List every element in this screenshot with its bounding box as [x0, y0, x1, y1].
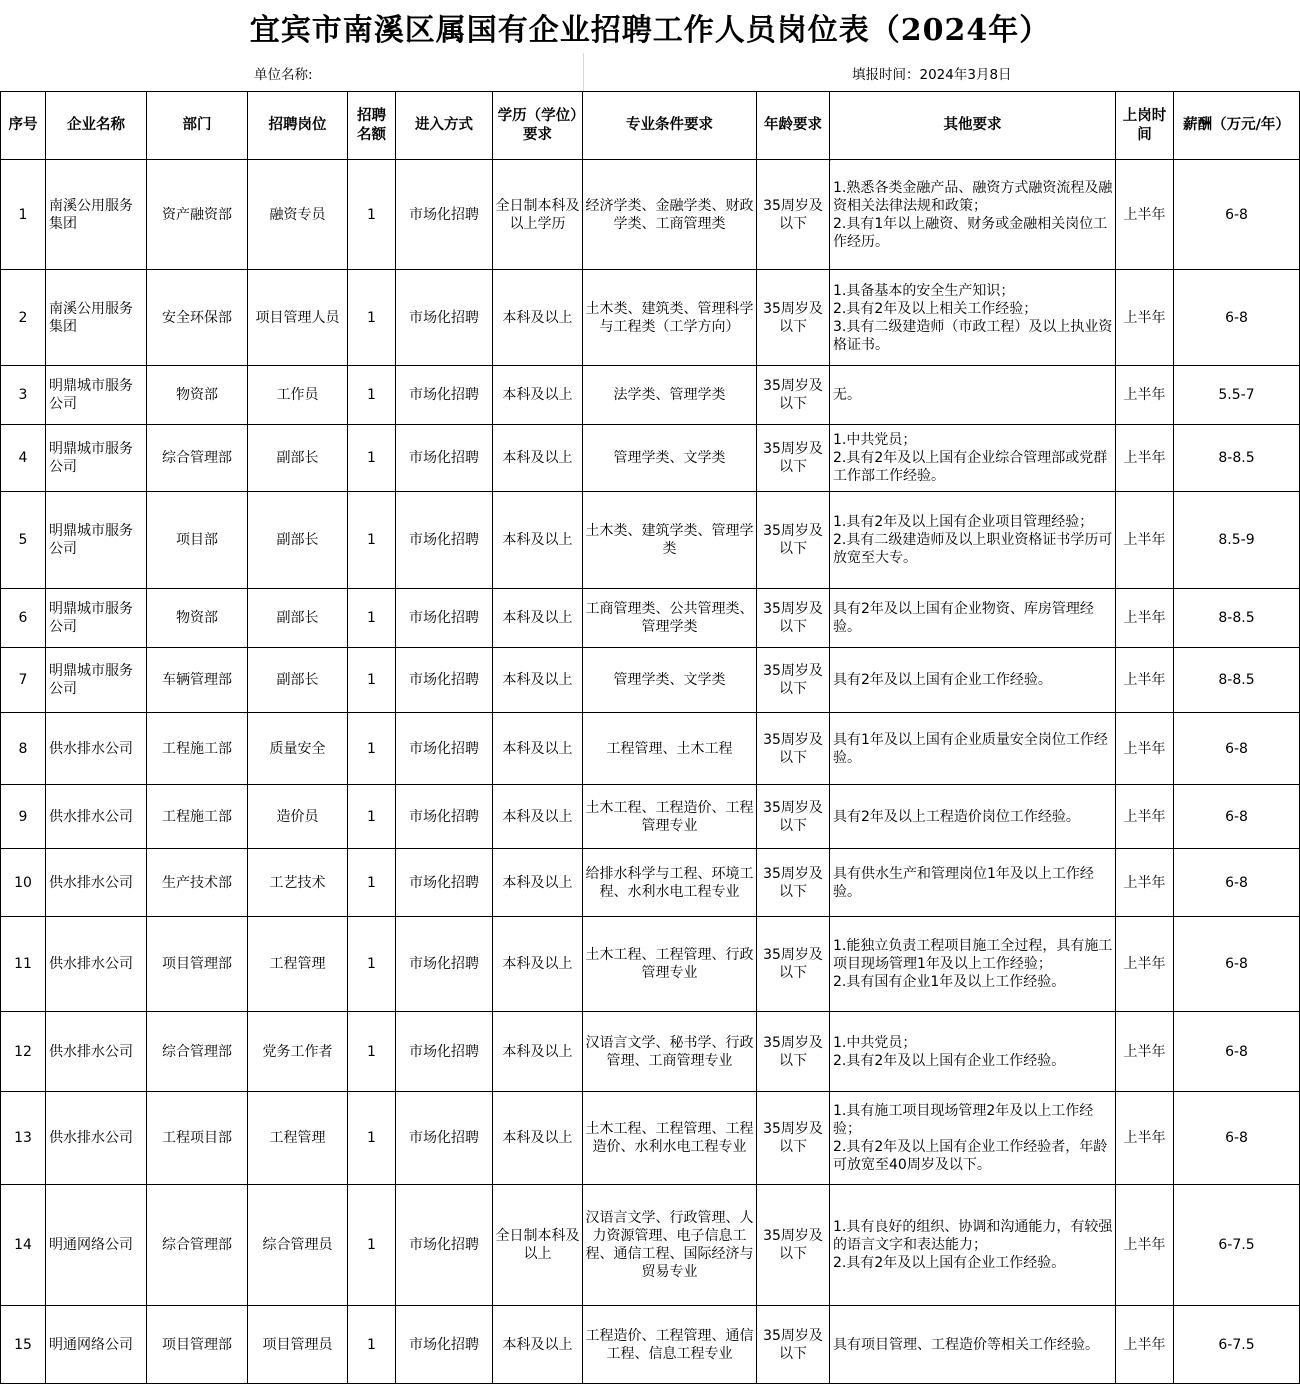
cell-edu: 本科及以上 — [493, 1012, 583, 1092]
cell-dept: 综合管理部 — [147, 1185, 248, 1306]
cell-method: 市场化招聘 — [396, 785, 493, 849]
cell-quota: 1 — [348, 270, 396, 366]
other-requirement-line: 1.中共党员； — [833, 1034, 917, 1051]
cell-dept: 工程施工部 — [147, 785, 248, 849]
cell-company: 供水排水公司 — [46, 1012, 147, 1092]
cell-age: 35周岁及以下 — [757, 366, 830, 425]
cell-age: 35周岁及以下 — [757, 270, 830, 366]
cell-company: 明鼎城市服务公司 — [46, 589, 147, 648]
cell-age: 35周岁及以下 — [757, 917, 830, 1012]
cell-quota: 1 — [348, 1185, 396, 1306]
cell-major: 工商管理类、公共管理类、管理学类 — [583, 589, 757, 648]
header-edu: 学历（学位）要求 — [493, 92, 583, 160]
cell-post: 项目管理员 — [248, 1306, 348, 1384]
header-quota: 招聘名额 — [348, 92, 396, 160]
other-requirement-line: 2.具有2年及以上国有企业工作经验者，年龄可放宽至40周岁及以下。 — [833, 1139, 1108, 1173]
cell-dept: 资产融资部 — [147, 160, 248, 270]
cell-age: 35周岁及以下 — [757, 1306, 830, 1384]
cell-start: 上半年 — [1116, 589, 1174, 648]
divider — [583, 53, 584, 91]
cell-edu: 本科及以上 — [493, 1092, 583, 1185]
other-requirement-line: 无。 — [833, 387, 861, 403]
cell-seq: 13 — [1, 1092, 46, 1185]
cell-company: 明通网络公司 — [46, 1306, 147, 1384]
cell-post: 项目管理人员 — [248, 270, 348, 366]
cell-seq: 12 — [1, 1012, 46, 1092]
cell-quota: 1 — [348, 366, 396, 425]
cell-company: 明鼎城市服务公司 — [46, 492, 147, 589]
cell-company: 明鼎城市服务公司 — [46, 425, 147, 492]
cell-seq: 3 — [1, 366, 46, 425]
cell-start: 上半年 — [1116, 785, 1174, 849]
cell-quota: 1 — [348, 785, 396, 849]
cell-salary: 6-8 — [1174, 713, 1300, 785]
cell-salary: 6-8 — [1174, 160, 1300, 270]
other-requirement-line: 2.具有1年以上融资、财务或金融相关岗位工作经历。 — [833, 215, 1108, 250]
other-requirement-line: 1.具有良好的组织、协调和沟通能力，有较强的语言文字和表达能力； — [833, 1219, 1113, 1253]
cell-dept: 综合管理部 — [147, 1012, 248, 1092]
other-requirement-line: 1.中共党员； — [833, 432, 917, 448]
cell-other — [830, 589, 1116, 648]
cell-age: 35周岁及以下 — [757, 425, 830, 492]
cell-major: 管理学类、文学类 — [583, 648, 757, 713]
cell-company: 供水排水公司 — [46, 849, 147, 917]
other-requirement-line: 具有2年及以上工程造价岗位工作经验。 — [833, 808, 1080, 825]
cell-company: 南溪公用服务集团 — [46, 270, 147, 366]
cell-method: 市场化招聘 — [396, 849, 493, 917]
cell-other — [830, 849, 1116, 917]
table-row — [1, 1012, 1300, 1092]
cell-dept: 综合管理部 — [147, 425, 248, 492]
cell-salary: 6-8 — [1174, 849, 1300, 917]
cell-quota: 1 — [348, 1012, 396, 1092]
cell-major: 经济学类、金融学类、财政学类、工商管理类 — [583, 160, 757, 270]
cell-start: 上半年 — [1116, 1185, 1174, 1306]
cell-start: 上半年 — [1116, 1306, 1174, 1384]
table-row — [1, 648, 1300, 713]
cell-other — [830, 270, 1116, 366]
table-row — [1, 270, 1300, 366]
cell-company: 明通网络公司 — [46, 1185, 147, 1306]
cell-dept: 物资部 — [147, 589, 248, 648]
header-dept: 部门 — [147, 92, 248, 160]
cell-post: 党务工作者 — [248, 1012, 348, 1092]
cell-company: 南溪公用服务集团 — [46, 160, 147, 270]
cell-seq: 8 — [1, 713, 46, 785]
cell-age: 35周岁及以下 — [757, 785, 830, 849]
table-row — [1, 785, 1300, 849]
cell-start: 上半年 — [1116, 917, 1174, 1012]
cell-seq: 2 — [1, 270, 46, 366]
table-row — [1, 1092, 1300, 1185]
cell-company: 供水排水公司 — [46, 713, 147, 785]
cell-salary: 6-8 — [1174, 1012, 1300, 1092]
cell-post: 副部长 — [248, 492, 348, 589]
other-requirement-line: 1.具备基本的安全生产知识； — [833, 282, 1015, 299]
header-seq: 序号 — [1, 92, 46, 160]
other-requirement-line: 具有供水生产和管理岗位1年及以上工作经验。 — [833, 865, 1094, 900]
cell-post: 工作员 — [248, 366, 348, 425]
cell-start: 上半年 — [1116, 648, 1174, 713]
cell-company: 明鼎城市服务公司 — [46, 648, 147, 713]
header-age: 年龄要求 — [757, 92, 830, 160]
cell-edu: 本科及以上 — [493, 270, 583, 366]
cell-dept: 项目管理部 — [147, 1306, 248, 1384]
cell-major: 汉语言文学、行政管理、人力资源管理、电子信息工程、通信工程、国际经济与贸易专业 — [583, 1185, 757, 1306]
cell-edu: 本科及以上 — [493, 492, 583, 589]
other-requirement-line: 3.具有二级建造师（市政工程）及以上执业资格证书。 — [833, 318, 1113, 353]
cell-major: 土木类、建筑类、管理科学与工程类（工学方向） — [583, 270, 757, 366]
cell-edu: 本科及以上 — [493, 589, 583, 648]
header-major: 专业条件要求 — [583, 92, 757, 160]
cell-major: 法学类、管理学类 — [583, 366, 757, 425]
cell-post: 副部长 — [248, 648, 348, 713]
cell-salary: 6-8 — [1174, 270, 1300, 366]
cell-start: 上半年 — [1116, 713, 1174, 785]
cell-major: 管理学类、文学类 — [583, 425, 757, 492]
cell-age: 35周岁及以下 — [757, 713, 830, 785]
cell-age: 35周岁及以下 — [757, 492, 830, 589]
other-requirement-line: 2.具有2年及以上国有企业工作经验。 — [833, 1255, 1066, 1271]
cell-other — [830, 1306, 1116, 1384]
cell-seq: 11 — [1, 917, 46, 1012]
cell-salary: 6-7.5 — [1174, 1185, 1300, 1306]
cell-age: 35周岁及以下 — [757, 1185, 830, 1306]
cell-quota: 1 — [348, 1306, 396, 1384]
cell-other — [830, 785, 1116, 849]
cell-edu: 本科及以上 — [493, 713, 583, 785]
cell-seq: 14 — [1, 1185, 46, 1306]
cell-other — [830, 160, 1116, 270]
cell-company: 供水排水公司 — [46, 785, 147, 849]
table-row — [1, 917, 1300, 1012]
cell-post: 工艺技术 — [248, 849, 348, 917]
cell-start: 上半年 — [1116, 160, 1174, 270]
cell-method: 市场化招聘 — [396, 366, 493, 425]
unit-name-label: 单位名称: — [254, 67, 313, 83]
header-company: 企业名称 — [46, 92, 147, 160]
cell-quota: 1 — [348, 849, 396, 917]
other-requirement-line: 具有2年及以上国有企业工作经验。 — [833, 672, 1052, 688]
cell-method: 市场化招聘 — [396, 160, 493, 270]
cell-major: 土木工程、工程管理、行政管理专业 — [583, 917, 757, 1012]
cell-edu: 本科及以上 — [493, 917, 583, 1012]
cell-quota: 1 — [348, 648, 396, 713]
cell-quota: 1 — [348, 1092, 396, 1185]
cell-post: 融资专员 — [248, 160, 348, 270]
cell-method: 市场化招聘 — [396, 1306, 493, 1384]
cell-age: 35周岁及以下 — [757, 648, 830, 713]
cell-age: 35周岁及以下 — [757, 849, 830, 917]
cell-post: 造价员 — [248, 785, 348, 849]
cell-method: 市场化招聘 — [396, 270, 493, 366]
cell-edu: 本科及以上 — [493, 648, 583, 713]
cell-other — [830, 492, 1116, 589]
cell-edu: 本科及以上 — [493, 1306, 583, 1384]
header-start: 上岗时间 — [1116, 92, 1174, 160]
table-row — [1, 1306, 1300, 1384]
table-row — [1, 849, 1300, 917]
other-requirement-line: 1.具有2年及以上国有企业项目管理经验； — [833, 514, 1094, 530]
cell-major: 给排水科学与工程、环境工程、水利水电工程专业 — [583, 849, 757, 917]
cell-major: 汉语言文学、秘书学、行政管理、工商管理专业 — [583, 1012, 757, 1092]
cell-salary: 8-8.5 — [1174, 648, 1300, 713]
cell-post: 工程管理 — [248, 917, 348, 1012]
other-requirement-line: 具有2年及以上国有企业物资、库房管理经验。 — [833, 601, 1094, 635]
cell-post: 副部长 — [248, 589, 348, 648]
cell-post: 质量安全 — [248, 713, 348, 785]
other-requirement-line: 1.能独立负责工程项目施工全过程，具有施工项目现场管理1年及以上工作经验； — [833, 938, 1113, 972]
cell-other — [830, 366, 1116, 425]
cell-quota: 1 — [348, 425, 396, 492]
cell-start: 上半年 — [1116, 1012, 1174, 1092]
cell-method: 市场化招聘 — [396, 425, 493, 492]
cell-age: 35周岁及以下 — [757, 1012, 830, 1092]
cell-salary: 6-7.5 — [1174, 1306, 1300, 1384]
header-method: 进入方式 — [396, 92, 493, 160]
cell-method: 市场化招聘 — [396, 1092, 493, 1185]
table-row — [1, 425, 1300, 492]
cell-salary: 6-8 — [1174, 785, 1300, 849]
cell-seq: 6 — [1, 589, 46, 648]
cell-major: 工程造价、工程管理、通信工程、信息工程专业 — [583, 1306, 757, 1384]
table-row — [1, 713, 1300, 785]
recruitment-table — [0, 91, 1300, 1384]
cell-edu: 本科及以上 — [493, 425, 583, 492]
cell-edu: 本科及以上 — [493, 366, 583, 425]
cell-seq: 5 — [1, 492, 46, 589]
cell-seq: 9 — [1, 785, 46, 849]
other-requirement-line: 1.熟悉各类金融产品、融资方式融资流程及融资相关法律法规和政策； — [833, 179, 1113, 214]
cell-post: 副部长 — [248, 425, 348, 492]
cell-quota: 1 — [348, 713, 396, 785]
cell-post: 综合管理员 — [248, 1185, 348, 1306]
cell-post: 工程管理 — [248, 1092, 348, 1185]
cell-quota: 1 — [348, 492, 396, 589]
cell-quota: 1 — [348, 917, 396, 1012]
cell-salary: 6-8 — [1174, 917, 1300, 1012]
cell-other — [830, 1012, 1116, 1092]
cell-other — [830, 1185, 1116, 1306]
cell-age: 35周岁及以下 — [757, 1092, 830, 1185]
cell-major: 土木类、建筑学类、管理学类 — [583, 492, 757, 589]
cell-other — [830, 648, 1116, 713]
cell-start: 上半年 — [1116, 270, 1174, 366]
cell-seq: 1 — [1, 160, 46, 270]
cell-major: 工程管理、土木工程 — [583, 713, 757, 785]
cell-salary: 8-8.5 — [1174, 425, 1300, 492]
cell-edu: 本科及以上 — [493, 785, 583, 849]
cell-method: 市场化招聘 — [396, 589, 493, 648]
cell-edu: 全日制本科及以上学历 — [493, 160, 583, 270]
cell-method: 市场化招聘 — [396, 713, 493, 785]
header-salary: 薪酬（万元/年） — [1174, 92, 1300, 160]
cell-start: 上半年 — [1116, 1092, 1174, 1185]
cell-start: 上半年 — [1116, 366, 1174, 425]
other-requirement-line: 2.具有2年及以上相关工作经验； — [833, 300, 1038, 317]
cell-seq: 15 — [1, 1306, 46, 1384]
other-requirement-line: 2.具有2年及以上国有企业工作经验。 — [833, 1052, 1066, 1069]
cell-salary: 6-8 — [1174, 1092, 1300, 1185]
other-requirement-line: 具有1年及以上国有企业质量安全岗位工作经验。 — [833, 731, 1108, 766]
info-row — [0, 53, 1300, 91]
cell-seq: 7 — [1, 648, 46, 713]
cell-age: 35周岁及以下 — [757, 160, 830, 270]
cell-dept: 工程施工部 — [147, 713, 248, 785]
cell-company: 明鼎城市服务公司 — [46, 366, 147, 425]
table-row — [1, 492, 1300, 589]
cell-other — [830, 917, 1116, 1012]
cell-quota: 1 — [348, 589, 396, 648]
other-requirement-line: 2.具有二级建造师及以上职业资格证书学历可放宽至大专。 — [833, 532, 1113, 566]
table-row — [1, 589, 1300, 648]
cell-age: 35周岁及以下 — [757, 589, 830, 648]
cell-seq: 10 — [1, 849, 46, 917]
header-post: 招聘岗位 — [248, 92, 348, 160]
cell-other — [830, 1092, 1116, 1185]
cell-dept: 生产技术部 — [147, 849, 248, 917]
cell-major: 土木工程、工程造价、工程管理专业 — [583, 785, 757, 849]
fill-date: 填报时间：2024年3月8日 — [852, 67, 1012, 83]
cell-method: 市场化招聘 — [396, 492, 493, 589]
cell-company: 供水排水公司 — [46, 917, 147, 1012]
cell-other — [830, 425, 1116, 492]
cell-other — [830, 713, 1116, 785]
header-row — [1, 92, 1300, 160]
table-row — [1, 160, 1300, 270]
cell-start: 上半年 — [1116, 425, 1174, 492]
cell-start: 上半年 — [1116, 849, 1174, 917]
other-requirement-line: 2.具有2年及以上国有企业综合管理部或党群工作部工作经验。 — [833, 450, 1108, 484]
table-row — [1, 366, 1300, 425]
cell-method: 市场化招聘 — [396, 1012, 493, 1092]
table-row — [1, 1185, 1300, 1306]
cell-dept: 项目部 — [147, 492, 248, 589]
cell-dept: 安全环保部 — [147, 270, 248, 366]
cell-seq: 4 — [1, 425, 46, 492]
header-other: 其他要求 — [830, 92, 1116, 160]
other-requirement-line: 具有项目管理、工程造价等相关工作经验。 — [833, 1336, 1099, 1353]
cell-dept: 车辆管理部 — [147, 648, 248, 713]
cell-edu: 全日制本科及以上 — [493, 1185, 583, 1306]
cell-method: 市场化招聘 — [396, 917, 493, 1012]
cell-quota: 1 — [348, 160, 396, 270]
cell-salary: 8.5-9 — [1174, 492, 1300, 589]
cell-major: 土木工程、工程管理、工程造价、水利水电工程专业 — [583, 1092, 757, 1185]
cell-dept: 物资部 — [147, 366, 248, 425]
cell-salary: 8-8.5 — [1174, 589, 1300, 648]
page-title: 宜宾市南溪区属国有企业招聘工作人员岗位表（2024年） — [249, 12, 1051, 48]
cell-method: 市场化招聘 — [396, 648, 493, 713]
cell-company: 供水排水公司 — [46, 1092, 147, 1185]
cell-edu: 本科及以上 — [493, 849, 583, 917]
cell-method: 市场化招聘 — [396, 1185, 493, 1306]
other-requirement-line: 2.具有国有企业1年及以上工作经验。 — [833, 974, 1066, 990]
cell-start: 上半年 — [1116, 492, 1174, 589]
cell-dept: 项目管理部 — [147, 917, 248, 1012]
cell-salary: 5.5-7 — [1174, 366, 1300, 425]
cell-dept: 工程项目部 — [147, 1092, 248, 1185]
other-requirement-line: 1.具有施工项目现场管理2年及以上工作经验； — [833, 1103, 1094, 1137]
